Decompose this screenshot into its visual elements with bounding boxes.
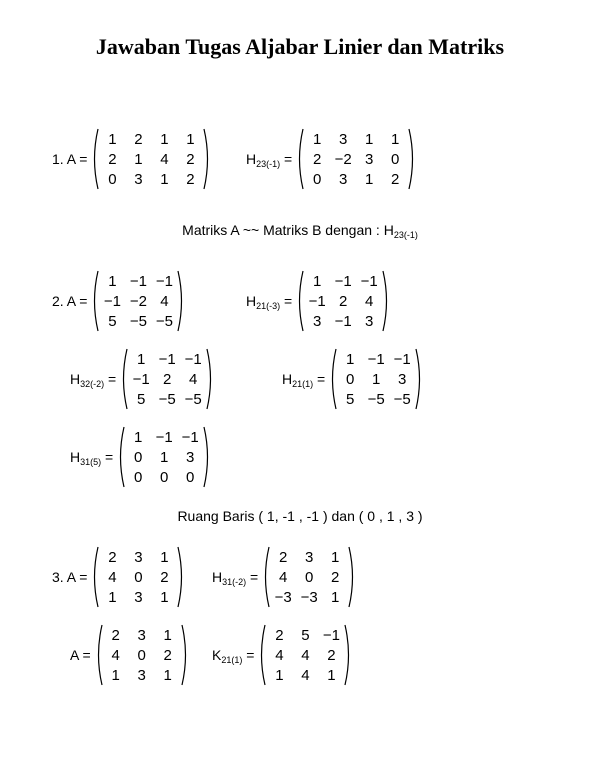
equation-label	[70, 449, 113, 465]
equation-11	[212, 624, 353, 686]
equation-label-subscript: 31(-2)	[222, 577, 247, 587]
matrix-cell: −5	[184, 390, 202, 408]
equation-10	[70, 624, 190, 686]
matrix-cell: 3	[365, 150, 374, 168]
matrix-cell: −2	[334, 150, 352, 168]
equation-label-subscript: 31(5)	[80, 457, 102, 467]
matrix-cell: 1	[391, 130, 400, 148]
matrix-cell: −1	[158, 350, 176, 368]
matrix-cell: 0	[391, 150, 400, 168]
left-parenthesis	[257, 624, 266, 686]
equation-5	[70, 348, 215, 410]
matrix-cell: 2	[163, 370, 172, 388]
matrix-cell: 1	[108, 588, 117, 606]
matrix-cells	[129, 350, 205, 409]
equation-2	[246, 128, 417, 190]
left-parenthesis	[295, 128, 304, 190]
matrix-cell: 1	[186, 130, 195, 148]
matrix-cell: 1	[163, 666, 172, 684]
matrix-cell: −5	[129, 312, 147, 330]
matrix-cell: 5	[137, 390, 146, 408]
matrix-cell: 4	[301, 666, 310, 684]
equation-label-text: 2. A =	[52, 293, 88, 309]
matrix-cell: −5	[158, 390, 176, 408]
matrix-cell: 4	[108, 568, 117, 586]
equation-label	[246, 151, 292, 167]
matrix-cell: 2	[391, 170, 400, 188]
matrix-cell: 2	[186, 170, 195, 188]
matrix-cell: 4	[160, 150, 169, 168]
matrix-cell: 2	[108, 548, 117, 566]
equation-label-text: H	[212, 569, 223, 585]
matrix-cell: 3	[137, 626, 146, 644]
equation-1	[52, 128, 212, 190]
matrix-cells	[305, 272, 381, 331]
left-parenthesis	[90, 128, 99, 190]
equation-label-text: K	[212, 647, 222, 663]
equation-equals: =	[246, 569, 259, 585]
right-parenthesis	[203, 426, 212, 488]
equation-equals: =	[313, 371, 326, 387]
equation-equals: =	[280, 293, 293, 309]
matrix-cell: 0	[305, 568, 314, 586]
matrix-cell: −1	[393, 350, 411, 368]
matrix-cell: −1	[360, 272, 378, 290]
matrix-cell: 5	[346, 390, 355, 408]
matrix-cell: 1	[160, 548, 169, 566]
matrix	[94, 624, 190, 686]
right-parenthesis	[177, 546, 186, 608]
matrix-cell: 1	[108, 272, 117, 290]
right-parenthesis	[206, 348, 215, 410]
matrix-cell: 0	[186, 468, 195, 486]
matrix-cell: 4	[160, 292, 169, 310]
matrix	[257, 624, 353, 686]
matrix	[90, 546, 186, 608]
matrix-cells	[338, 350, 414, 409]
matrix-cell: −1	[367, 350, 385, 368]
matrix-cell: 1	[313, 130, 322, 148]
matrix-cell: 1	[313, 272, 322, 290]
equation-equals: =	[101, 449, 114, 465]
right-parenthesis	[203, 128, 212, 190]
matrix-cell: 3	[339, 170, 348, 188]
matrix-cell: 1	[160, 588, 169, 606]
matrix-cell: 0	[160, 468, 169, 486]
equation-label	[212, 569, 258, 585]
matrix-cell: −5	[155, 312, 173, 330]
matrix-cell: 4	[301, 646, 310, 664]
matrix-cell: 1	[331, 588, 340, 606]
equation-equals: =	[242, 647, 255, 663]
matrix	[295, 128, 417, 190]
matrix	[295, 270, 391, 332]
equation-6	[282, 348, 424, 410]
matriks-note-text: Matriks A ~~ Matriks B dengan : H	[182, 222, 394, 238]
matrix-cell: 3	[134, 170, 143, 188]
left-parenthesis	[90, 546, 99, 608]
matrix-cell: −1	[155, 272, 173, 290]
matrix-cell: 0	[313, 170, 322, 188]
matrix-cell: 0	[346, 370, 355, 388]
matrix-cell: 2	[339, 292, 348, 310]
matrix-cell: 4	[279, 568, 288, 586]
matrix-cells	[100, 272, 176, 331]
matrix	[116, 426, 212, 488]
equation-label	[282, 371, 325, 387]
equation-label-text: H	[70, 371, 81, 387]
equation-label	[52, 293, 87, 309]
matrix-cell: 3	[313, 312, 322, 330]
equation-label	[52, 569, 87, 585]
matrix	[90, 270, 186, 332]
equation-label-text: 1. A =	[52, 151, 88, 167]
matrix-cell: 4	[365, 292, 374, 310]
equation-9	[212, 546, 357, 608]
matrix-cell: 0	[134, 448, 143, 466]
matrix-cell: −3	[274, 588, 292, 606]
matrix-cell: 2	[313, 150, 322, 168]
left-parenthesis	[119, 348, 128, 410]
matrix-cell: 4	[275, 646, 284, 664]
matrix	[119, 348, 215, 410]
matrix-cell: −1	[181, 428, 199, 446]
matrix-cell: 1	[160, 130, 169, 148]
equation-label-subscript: 23(-1)	[256, 159, 281, 169]
ruang-baris-note: Ruang Baris ( 1, -1 , -1 ) dan ( 0 , 1 , 3 )	[177, 508, 423, 524]
matrix-cell: 1	[327, 666, 336, 684]
matrix-cell: −1	[322, 626, 340, 644]
matrix-cell: 1	[111, 666, 120, 684]
equation-label-text: H	[282, 371, 293, 387]
matrix-cell: 3	[339, 130, 348, 148]
equation-label-text: A =	[70, 647, 91, 663]
matrix-cell: 2	[327, 646, 336, 664]
matrix-cell: −3	[300, 588, 318, 606]
matrix-cell: 1	[160, 170, 169, 188]
matrix-cell: 3	[365, 312, 374, 330]
matrix-cell: 1	[365, 170, 374, 188]
equation-label-subscript: 21(1)	[292, 379, 314, 389]
matrix-cell: 3	[137, 666, 146, 684]
matrix-cell: 3	[305, 548, 314, 566]
matrix-cell: 0	[134, 568, 143, 586]
right-parenthesis	[382, 270, 391, 332]
matrix-cell: 1	[331, 548, 340, 566]
equation-label	[246, 293, 292, 309]
equation-label-subscript: 21(1)	[221, 655, 243, 665]
equation-label	[70, 371, 116, 387]
matrix-cell: −1	[129, 272, 147, 290]
left-parenthesis	[261, 546, 270, 608]
equation-label-text: H	[246, 293, 257, 309]
matrix-cell: −1	[155, 428, 173, 446]
matrix-cell: −1	[103, 292, 121, 310]
matrix-cell: 0	[134, 468, 143, 486]
matrix-cell: −1	[308, 292, 326, 310]
matrix-cell: 0	[137, 646, 146, 664]
matrix-cell: 3	[134, 588, 143, 606]
matrix-cells	[267, 626, 343, 685]
right-parenthesis	[348, 546, 357, 608]
equation-label-text: H	[246, 151, 257, 167]
equation-equals: =	[104, 371, 117, 387]
matrix-cell: 3	[186, 448, 195, 466]
matrix-cell: 2	[163, 646, 172, 664]
left-parenthesis	[328, 348, 337, 410]
equation-label-text: 3. A =	[52, 569, 88, 585]
right-parenthesis	[181, 624, 190, 686]
matrix-cell: 5	[108, 312, 117, 330]
left-parenthesis	[116, 426, 125, 488]
matrix-cell: −5	[393, 390, 411, 408]
matrix-cell: 0	[108, 170, 117, 188]
matrix-cell: 2	[331, 568, 340, 586]
matrix-cell: −5	[367, 390, 385, 408]
right-parenthesis	[408, 128, 417, 190]
matrix-cell: 1	[346, 350, 355, 368]
left-parenthesis	[295, 270, 304, 332]
matrix-cell: 5	[301, 626, 310, 644]
equation-label-text: H	[70, 449, 81, 465]
matrix-cell: 2	[134, 130, 143, 148]
matrix-cell: 2	[279, 548, 288, 566]
right-parenthesis	[344, 624, 353, 686]
matrix-cell: 4	[189, 370, 198, 388]
matrix	[328, 348, 424, 410]
equation-3	[52, 270, 186, 332]
matrix-cell: 1	[163, 626, 172, 644]
matrix	[261, 546, 357, 608]
matrix-cell: 1	[137, 350, 146, 368]
equation-equals: =	[280, 151, 293, 167]
equation-label-subscript: 21(-3)	[256, 301, 281, 311]
left-parenthesis	[90, 270, 99, 332]
equation-label	[52, 151, 87, 167]
page-title: Jawaban Tugas Aljabar Linier dan Matriks	[95, 34, 505, 59]
equation-label	[212, 647, 254, 663]
equation-label-subscript: 32(-2)	[80, 379, 105, 389]
matrix-cells	[305, 130, 407, 189]
matrix-cells	[104, 626, 180, 685]
matrix-cell: 1	[160, 448, 169, 466]
equation-8	[52, 546, 186, 608]
matrix-cell: 1	[365, 130, 374, 148]
matrix-cell: 1	[372, 370, 381, 388]
matrix-cell: 2	[111, 626, 120, 644]
matrix-cells	[100, 130, 202, 189]
matrix-cell: 2	[108, 150, 117, 168]
right-parenthesis	[415, 348, 424, 410]
matrix-cell: 3	[398, 370, 407, 388]
matrix	[90, 128, 212, 190]
matrix-cell: 1	[134, 150, 143, 168]
matrix-cell: 2	[275, 626, 284, 644]
matrix-cell: 3	[134, 548, 143, 566]
matrix-cell: −1	[132, 370, 150, 388]
matrix-cells	[126, 428, 202, 487]
matrix-cells	[271, 548, 347, 607]
matrix-cell: 1	[275, 666, 284, 684]
matrix-cell: −1	[334, 272, 352, 290]
equation-7	[70, 426, 212, 488]
matrix-cell: 1	[108, 130, 117, 148]
equation-label	[70, 647, 91, 663]
matriks-equivalence-note	[0, 222, 600, 238]
matrix-cell: 4	[111, 646, 120, 664]
right-parenthesis	[177, 270, 186, 332]
matrix-cell: 2	[186, 150, 195, 168]
matrix-cell: −1	[184, 350, 202, 368]
matrix-cell: 1	[134, 428, 143, 446]
left-parenthesis	[94, 624, 103, 686]
matrix-cell: −1	[334, 312, 352, 330]
matriks-note-subscript: 23(-1)	[393, 230, 418, 240]
matrix-cells	[100, 548, 176, 607]
equation-4	[246, 270, 391, 332]
matrix-cell: 2	[160, 568, 169, 586]
matrix-cell: −2	[129, 292, 147, 310]
